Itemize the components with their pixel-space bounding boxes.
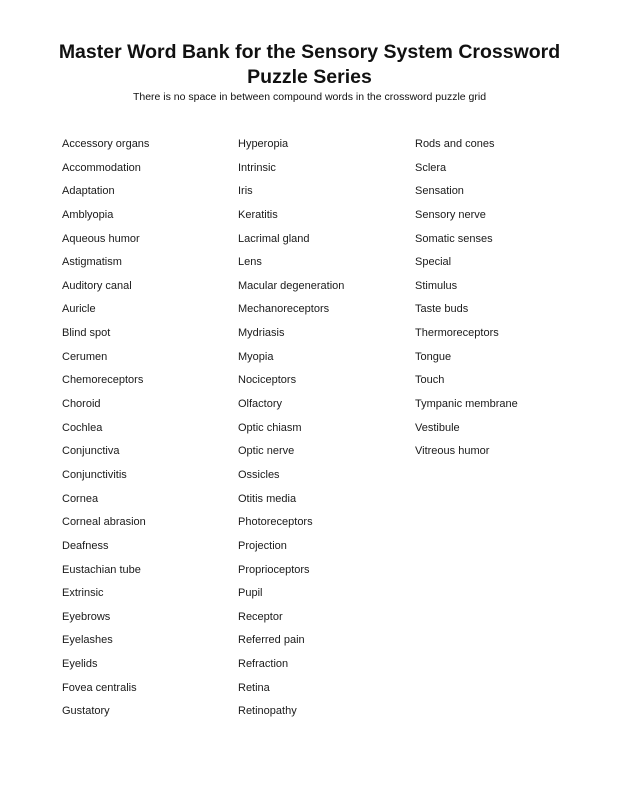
word-item: Lacrimal gland: [238, 232, 310, 245]
word-item: Accommodation: [62, 161, 141, 174]
word-item: Sensory nerve: [415, 208, 486, 221]
word-item: Pupil: [238, 587, 263, 600]
word-item: Touch: [415, 374, 445, 387]
word-item: Aqueous humor: [62, 232, 140, 245]
word-item: Hyperopia: [238, 138, 289, 150]
word-item: Refraction: [238, 658, 289, 671]
title-line-2: Puzzle Series: [247, 66, 372, 88]
title-line-1: Master Word Bank for the Sensory System Crossword: [58, 41, 561, 63]
word-item: Sclera: [415, 161, 447, 174]
word-item: Conjunctivitis: [62, 468, 127, 481]
word-item: Auricle: [62, 303, 96, 316]
word-item: Keratitis: [238, 208, 278, 221]
subtitle-note: There is no space in between compound words in the crossword puzzle grid: [132, 91, 487, 103]
word-item: Special: [415, 256, 452, 269]
word-item: Accessory organs: [62, 138, 150, 150]
word-item: Extrinsic: [62, 587, 104, 600]
word-item: Intrinsic: [238, 161, 276, 174]
word-item: Taste buds: [415, 303, 469, 316]
word-item: Macular degeneration: [238, 279, 345, 292]
word-item: Tympanic membrane: [415, 398, 518, 411]
word-item: Proprioceptors: [238, 563, 310, 576]
word-item: Chemoreceptors: [62, 374, 144, 387]
word-item: Tongue: [415, 350, 452, 363]
word-item: Thermoreceptors: [415, 327, 499, 340]
word-column-3: [415, 137, 518, 468]
word-item: Somatic senses: [415, 232, 493, 245]
word-item: Cochlea: [62, 421, 103, 434]
word-item: Optic nerve: [238, 445, 295, 458]
word-column-2: [238, 137, 344, 728]
word-item: Retina: [238, 681, 270, 694]
word-item: Eyelashes: [62, 634, 113, 647]
word-item: Gustatory: [62, 705, 110, 718]
word-item: Deafness: [62, 539, 109, 552]
word-item: Cornea: [62, 492, 99, 505]
word-item: Eyelids: [62, 658, 98, 671]
word-item: Astigmatism: [62, 256, 122, 269]
word-item: Nociceptors: [238, 374, 297, 387]
word-item: Corneal abrasion: [62, 516, 146, 529]
word-item: Cerumen: [62, 350, 108, 363]
word-item: Iris: [238, 185, 253, 198]
word-item: Receptor: [238, 610, 283, 623]
word-item: Choroid: [62, 398, 101, 411]
word-item: Otitis media: [238, 492, 297, 505]
word-item: Vitreous humor: [415, 445, 490, 458]
word-item: Auditory canal: [62, 279, 132, 292]
word-item: Mydriasis: [238, 327, 285, 340]
word-item: Eyebrows: [62, 610, 111, 623]
word-item: Projection: [238, 539, 287, 552]
word-item: Eustachian tube: [62, 563, 141, 576]
page-title: [0, 40, 619, 90]
word-item: Conjunctiva: [62, 445, 120, 458]
word-item: Vestibule: [415, 421, 460, 434]
word-item: Stimulus: [415, 279, 458, 292]
word-item: Olfactory: [238, 398, 283, 411]
word-column-1: [62, 137, 149, 728]
word-item: Lens: [238, 256, 262, 269]
word-item: Blind spot: [62, 327, 111, 340]
word-item: Referred pain: [238, 634, 305, 647]
word-item: Photoreceptors: [238, 516, 313, 529]
word-item: Ossicles: [238, 468, 280, 481]
word-item: Rods and cones: [415, 138, 495, 150]
word-item: Fovea centralis: [62, 681, 137, 694]
word-item: Sensation: [415, 185, 464, 198]
word-item: Amblyopia: [62, 208, 114, 221]
word-item: Optic chiasm: [238, 421, 302, 434]
word-item: Myopia: [238, 350, 274, 363]
word-item: Mechanoreceptors: [238, 303, 330, 316]
word-item: Adaptation: [62, 185, 115, 198]
word-item: Retinopathy: [238, 705, 297, 718]
